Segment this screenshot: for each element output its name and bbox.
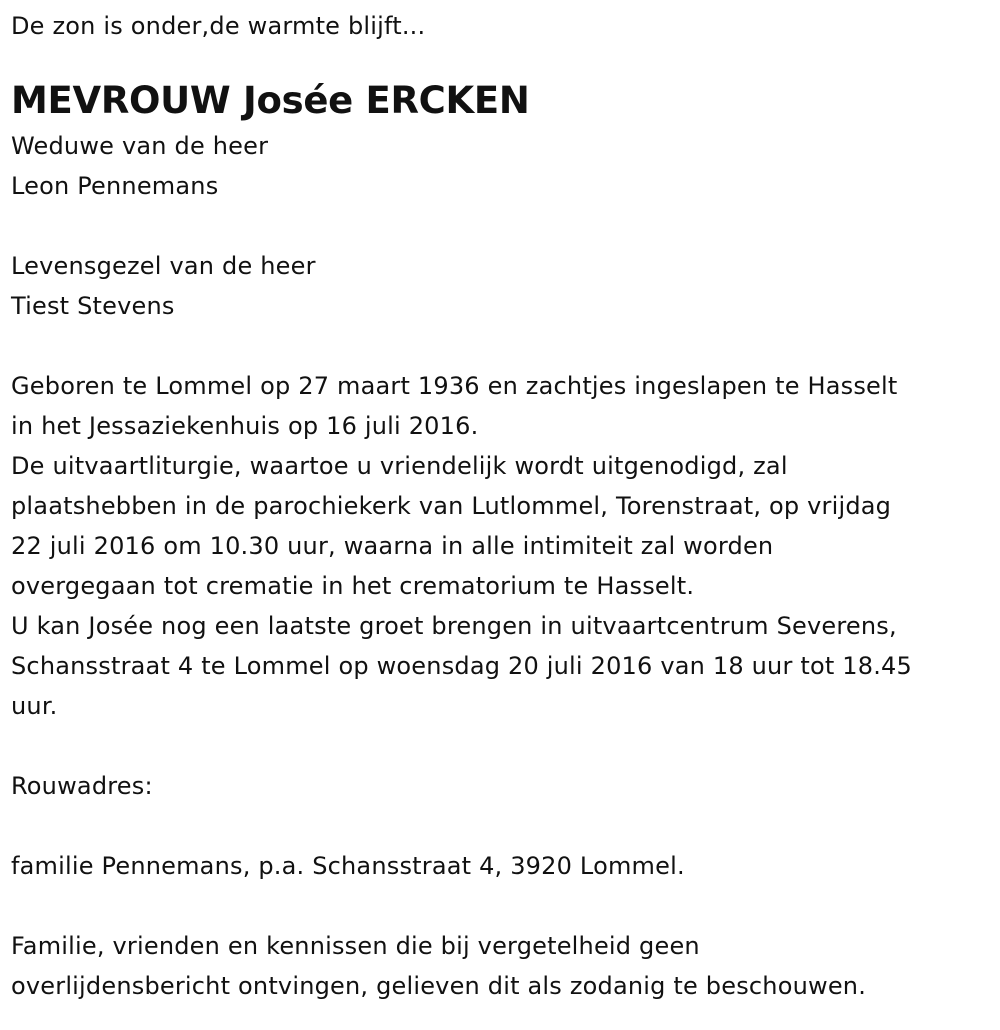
body-line: 22 juli 2016 om 10.30 uur, waarna in alle intimiteit zal worden xyxy=(11,532,774,560)
body-line: De uitvaartliturgie, waartoe u vriendelijk wordt uitgenodigd, zal xyxy=(11,452,788,480)
body-line: Geboren te Lommel op 27 maart 1936 en zachtjes ingeslapen te Hasselt xyxy=(11,372,898,400)
spacer xyxy=(11,886,1000,926)
body-line: overgegaan tot crematie in het crematorium te Hasselt. xyxy=(11,572,695,600)
body-line: Schansstraat 4 te Lommel op woensdag 20 juli 2016 van 18 uur tot 18.45 xyxy=(11,652,912,680)
spacer xyxy=(11,726,1000,766)
body-line: plaatshebben in de parochiekerk van Lutlommel, Torenstraat, op vrijdag xyxy=(11,492,892,520)
closing-line-2: overlijdensbericht ontvingen, gelieven dit als zodanig te beschouwen. xyxy=(11,972,867,1000)
deceased-name-heading: MEVROUW Josée ERCKEN xyxy=(11,79,530,122)
body-line: uur. xyxy=(11,692,58,720)
partner-line-2: Tiest Stevens xyxy=(11,292,175,320)
mourning-address: familie Pennemans, p.a. Schansstraat 4, 3920 Lommel. xyxy=(11,852,685,880)
body-line: in het Jessaziekenhuis op 16 juli 2016. xyxy=(11,412,479,440)
address-label: Rouwadres: xyxy=(11,772,153,800)
spacer xyxy=(11,806,1000,846)
spacer xyxy=(11,206,1000,246)
widow-line-1: Weduwe van de heer xyxy=(11,132,269,160)
widow-line-2: Leon Pennemans xyxy=(11,172,219,200)
motto: De zon is onder,de warmte blijft... xyxy=(11,12,426,40)
closing-line-1: Familie, vrienden en kennissen die bij vergetelheid geen xyxy=(11,932,700,960)
body-line: U kan Josée nog een laatste groet brengen in uitvaartcentrum Severens, xyxy=(11,612,897,640)
spacer xyxy=(11,326,1000,366)
partner-line-1: Levensgezel van de heer xyxy=(11,252,316,280)
